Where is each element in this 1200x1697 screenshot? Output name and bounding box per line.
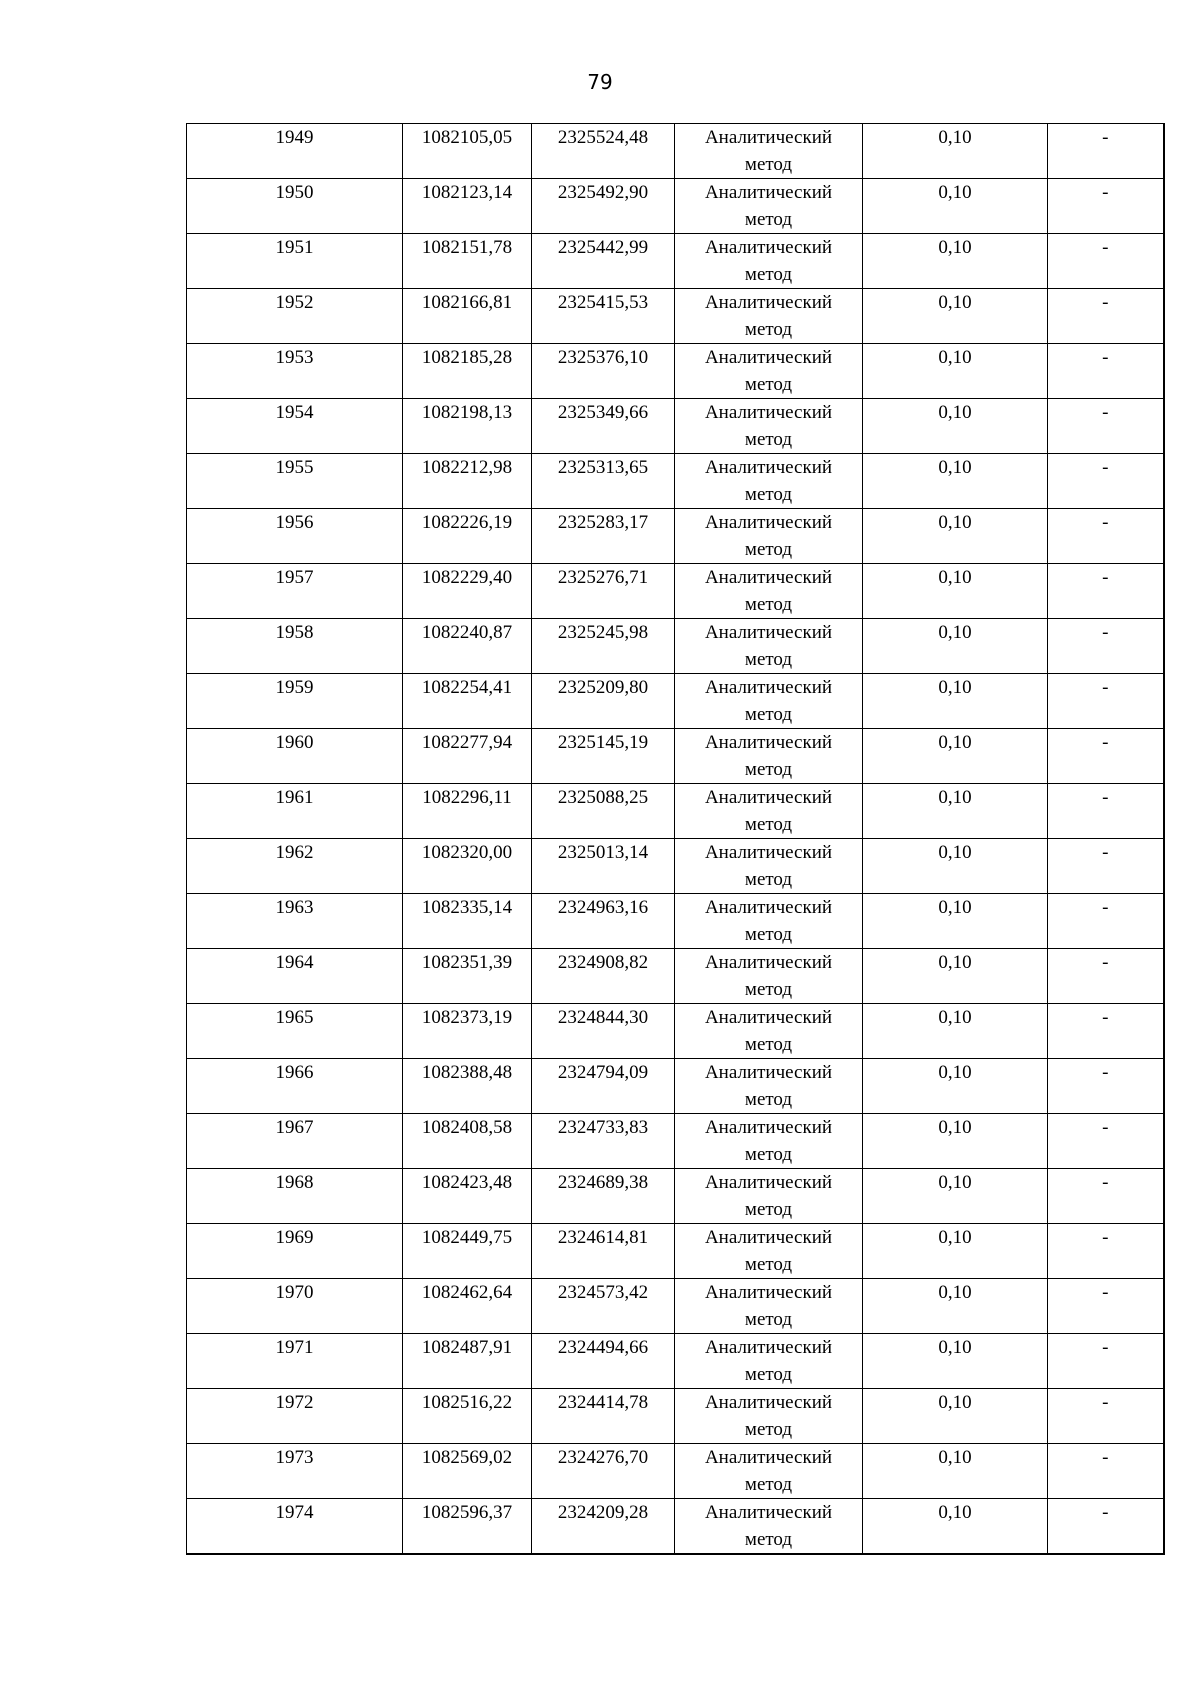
method-cell	[675, 1224, 863, 1279]
point-number-cell: 1966	[187, 1059, 403, 1114]
method-cell	[675, 399, 863, 454]
note-cell: -	[1048, 839, 1164, 894]
method-line-2: метод	[744, 539, 793, 560]
method-line-1: Аналитический	[704, 1117, 833, 1138]
note-cell: -	[1048, 729, 1164, 784]
method-line-1: Аналитический	[704, 127, 833, 148]
method-line-2: метод	[744, 1034, 793, 1055]
accuracy-cell: 0,10	[863, 784, 1048, 839]
method-line-1: Аналитический	[704, 1392, 833, 1413]
table-row	[187, 1169, 1164, 1224]
note-cell: -	[1048, 344, 1164, 399]
table-body	[187, 124, 1164, 1555]
note-cell: -	[1048, 179, 1164, 234]
accuracy-cell: 0,10	[863, 619, 1048, 674]
accuracy-cell: 0,10	[863, 1499, 1048, 1555]
method-line-2: метод	[744, 759, 793, 780]
x-coordinate-cell: 1082516,22	[403, 1389, 532, 1444]
method-line-1: Аналитический	[704, 567, 833, 588]
y-coordinate-cell: 2324733,83	[532, 1114, 675, 1169]
method-line-2: метод	[744, 1309, 793, 1330]
method-cell	[675, 894, 863, 949]
y-coordinate-cell: 2324689,38	[532, 1169, 675, 1224]
table-row	[187, 564, 1164, 619]
point-number-cell: 1970	[187, 1279, 403, 1334]
method-cell	[675, 1499, 863, 1555]
point-number-cell: 1961	[187, 784, 403, 839]
x-coordinate-cell: 1082123,14	[403, 179, 532, 234]
method-line-2: метод	[744, 209, 793, 230]
method-cell	[675, 1169, 863, 1224]
accuracy-cell: 0,10	[863, 289, 1048, 344]
method-line-1: Аналитический	[704, 512, 833, 533]
note-cell: -	[1048, 1334, 1164, 1389]
table-row	[187, 124, 1164, 179]
accuracy-cell: 0,10	[863, 234, 1048, 289]
y-coordinate-cell: 2325283,17	[532, 509, 675, 564]
method-line-2: метод	[744, 869, 793, 890]
note-cell: -	[1048, 674, 1164, 729]
accuracy-cell: 0,10	[863, 564, 1048, 619]
point-number-cell: 1955	[187, 454, 403, 509]
point-number-cell: 1958	[187, 619, 403, 674]
point-number-cell: 1950	[187, 179, 403, 234]
table-row	[187, 344, 1164, 399]
accuracy-cell: 0,10	[863, 454, 1048, 509]
method-line-1: Аналитический	[704, 292, 833, 313]
note-cell: -	[1048, 454, 1164, 509]
method-cell	[675, 1334, 863, 1389]
y-coordinate-cell: 2325442,99	[532, 234, 675, 289]
point-number-cell: 1962	[187, 839, 403, 894]
y-coordinate-cell: 2324614,81	[532, 1224, 675, 1279]
page-number: 79	[587, 70, 613, 94]
y-coordinate-cell: 2325524,48	[532, 124, 675, 179]
method-cell	[675, 1389, 863, 1444]
y-coordinate-cell: 2324276,70	[532, 1444, 675, 1499]
method-line-1: Аналитический	[704, 732, 833, 753]
method-line-2: метод	[744, 594, 793, 615]
point-number-cell: 1964	[187, 949, 403, 1004]
x-coordinate-cell: 1082596,37	[403, 1499, 532, 1555]
accuracy-cell: 0,10	[863, 1169, 1048, 1224]
method-line-2: метод	[744, 1144, 793, 1165]
point-number-cell: 1971	[187, 1334, 403, 1389]
accuracy-cell: 0,10	[863, 399, 1048, 454]
method-cell	[675, 674, 863, 729]
accuracy-cell: 0,10	[863, 839, 1048, 894]
y-coordinate-cell: 2325088,25	[532, 784, 675, 839]
point-number-cell: 1957	[187, 564, 403, 619]
x-coordinate-cell: 1082166,81	[403, 289, 532, 344]
table-row	[187, 1444, 1164, 1499]
x-coordinate-cell: 1082277,94	[403, 729, 532, 784]
y-coordinate-cell: 2325349,66	[532, 399, 675, 454]
method-cell	[675, 619, 863, 674]
method-line-1: Аналитический	[704, 347, 833, 368]
method-line-1: Аналитический	[704, 1062, 833, 1083]
point-number-cell: 1959	[187, 674, 403, 729]
x-coordinate-cell: 1082240,87	[403, 619, 532, 674]
point-number-cell: 1963	[187, 894, 403, 949]
method-line-2: метод	[744, 814, 793, 835]
note-cell: -	[1048, 399, 1164, 454]
table-row	[187, 839, 1164, 894]
point-number-cell: 1953	[187, 344, 403, 399]
note-cell: -	[1048, 509, 1164, 564]
x-coordinate-cell: 1082105,05	[403, 124, 532, 179]
x-coordinate-cell: 1082388,48	[403, 1059, 532, 1114]
x-coordinate-cell: 1082449,75	[403, 1224, 532, 1279]
table-row	[187, 399, 1164, 454]
method-line-1: Аналитический	[704, 1502, 833, 1523]
x-coordinate-cell: 1082408,58	[403, 1114, 532, 1169]
y-coordinate-cell: 2324844,30	[532, 1004, 675, 1059]
x-coordinate-cell: 1082462,64	[403, 1279, 532, 1334]
method-cell	[675, 784, 863, 839]
note-cell: -	[1048, 1059, 1164, 1114]
y-coordinate-cell: 2325013,14	[532, 839, 675, 894]
accuracy-cell: 0,10	[863, 509, 1048, 564]
y-coordinate-cell: 2324908,82	[532, 949, 675, 1004]
method-line-1: Аналитический	[704, 457, 833, 478]
method-cell	[675, 344, 863, 399]
method-cell	[675, 839, 863, 894]
accuracy-cell: 0,10	[863, 1279, 1048, 1334]
method-line-2: метод	[744, 264, 793, 285]
table-row	[187, 1499, 1164, 1555]
method-line-1: Аналитический	[704, 622, 833, 643]
method-line-2: метод	[744, 1199, 793, 1220]
y-coordinate-cell: 2325313,65	[532, 454, 675, 509]
table-row	[187, 454, 1164, 509]
y-coordinate-cell: 2325245,98	[532, 619, 675, 674]
method-line-1: Аналитический	[704, 182, 833, 203]
accuracy-cell: 0,10	[863, 1114, 1048, 1169]
method-line-1: Аналитический	[704, 842, 833, 863]
method-line-2: метод	[744, 1474, 793, 1495]
point-number-cell: 1951	[187, 234, 403, 289]
method-line-2: метод	[744, 429, 793, 450]
accuracy-cell: 0,10	[863, 1059, 1048, 1114]
y-coordinate-cell: 2324414,78	[532, 1389, 675, 1444]
table-row	[187, 179, 1164, 234]
y-coordinate-cell: 2325415,53	[532, 289, 675, 344]
x-coordinate-cell: 1082320,00	[403, 839, 532, 894]
method-line-2: метод	[744, 1419, 793, 1440]
table-row	[187, 509, 1164, 564]
x-coordinate-cell: 1082296,11	[403, 784, 532, 839]
table-row	[187, 234, 1164, 289]
x-coordinate-cell: 1082254,41	[403, 674, 532, 729]
y-coordinate-cell: 2324963,16	[532, 894, 675, 949]
x-coordinate-cell: 1082423,48	[403, 1169, 532, 1224]
x-coordinate-cell: 1082351,39	[403, 949, 532, 1004]
point-number-cell: 1960	[187, 729, 403, 784]
x-coordinate-cell: 1082569,02	[403, 1444, 532, 1499]
note-cell: -	[1048, 564, 1164, 619]
accuracy-cell: 0,10	[863, 949, 1048, 1004]
accuracy-cell: 0,10	[863, 344, 1048, 399]
method-line-1: Аналитический	[704, 1447, 833, 1468]
method-line-1: Аналитический	[704, 897, 833, 918]
accuracy-cell: 0,10	[863, 179, 1048, 234]
accuracy-cell: 0,10	[863, 1224, 1048, 1279]
method-cell	[675, 234, 863, 289]
note-cell: -	[1048, 1499, 1164, 1555]
note-cell: -	[1048, 1389, 1164, 1444]
table-row	[187, 1059, 1164, 1114]
y-coordinate-cell: 2324494,66	[532, 1334, 675, 1389]
x-coordinate-cell: 1082185,28	[403, 344, 532, 399]
method-line-2: метод	[744, 924, 793, 945]
table-row	[187, 894, 1164, 949]
x-coordinate-cell: 1082198,13	[403, 399, 532, 454]
note-cell: -	[1048, 1004, 1164, 1059]
note-cell: -	[1048, 949, 1164, 1004]
point-number-cell: 1954	[187, 399, 403, 454]
table-row	[187, 1334, 1164, 1389]
table-row	[187, 289, 1164, 344]
note-cell: -	[1048, 619, 1164, 674]
method-cell	[675, 1279, 863, 1334]
method-line-1: Аналитический	[704, 1227, 833, 1248]
method-line-2: метод	[744, 1364, 793, 1385]
note-cell: -	[1048, 1114, 1164, 1169]
y-coordinate-cell: 2324794,09	[532, 1059, 675, 1114]
method-line-1: Аналитический	[704, 1007, 833, 1028]
note-cell: -	[1048, 1169, 1164, 1224]
table-row	[187, 1004, 1164, 1059]
note-cell: -	[1048, 124, 1164, 179]
note-cell: -	[1048, 1224, 1164, 1279]
method-cell	[675, 1444, 863, 1499]
point-number-cell: 1974	[187, 1499, 403, 1555]
table-row	[187, 784, 1164, 839]
x-coordinate-cell: 1082212,98	[403, 454, 532, 509]
note-cell: -	[1048, 1444, 1164, 1499]
method-line-2: метод	[744, 154, 793, 175]
method-line-2: метод	[744, 1529, 793, 1550]
method-line-1: Аналитический	[704, 787, 833, 808]
method-line-1: Аналитический	[704, 402, 833, 423]
point-number-cell: 1968	[187, 1169, 403, 1224]
y-coordinate-cell: 2325209,80	[532, 674, 675, 729]
table-row	[187, 949, 1164, 1004]
y-coordinate-cell: 2325276,71	[532, 564, 675, 619]
point-number-cell: 1965	[187, 1004, 403, 1059]
method-cell	[675, 454, 863, 509]
point-number-cell: 1967	[187, 1114, 403, 1169]
point-number-cell: 1973	[187, 1444, 403, 1499]
x-coordinate-cell: 1082335,14	[403, 894, 532, 949]
method-cell	[675, 949, 863, 1004]
x-coordinate-cell: 1082487,91	[403, 1334, 532, 1389]
y-coordinate-cell: 2324209,28	[532, 1499, 675, 1555]
method-cell	[675, 564, 863, 619]
method-cell	[675, 1059, 863, 1114]
x-coordinate-cell: 1082373,19	[403, 1004, 532, 1059]
accuracy-cell: 0,10	[863, 1004, 1048, 1059]
method-line-1: Аналитический	[704, 1282, 833, 1303]
point-number-cell: 1956	[187, 509, 403, 564]
note-cell: -	[1048, 234, 1164, 289]
method-line-2: метод	[744, 374, 793, 395]
method-line-2: метод	[744, 319, 793, 340]
x-coordinate-cell: 1082226,19	[403, 509, 532, 564]
x-coordinate-cell: 1082229,40	[403, 564, 532, 619]
point-number-cell: 1969	[187, 1224, 403, 1279]
method-line-2: метод	[744, 1254, 793, 1275]
y-coordinate-cell: 2325376,10	[532, 344, 675, 399]
method-cell	[675, 1004, 863, 1059]
table-row	[187, 1389, 1164, 1444]
table-row	[187, 1279, 1164, 1334]
method-cell	[675, 289, 863, 344]
note-cell: -	[1048, 784, 1164, 839]
method-cell	[675, 729, 863, 784]
table-row	[187, 619, 1164, 674]
point-number-cell: 1949	[187, 124, 403, 179]
accuracy-cell: 0,10	[863, 894, 1048, 949]
note-cell: -	[1048, 289, 1164, 344]
y-coordinate-cell: 2325145,19	[532, 729, 675, 784]
coordinates-table	[186, 123, 1165, 1555]
point-number-cell: 1972	[187, 1389, 403, 1444]
accuracy-cell: 0,10	[863, 674, 1048, 729]
accuracy-cell: 0,10	[863, 729, 1048, 784]
method-line-2: метод	[744, 979, 793, 1000]
method-cell	[675, 179, 863, 234]
y-coordinate-cell: 2324573,42	[532, 1279, 675, 1334]
note-cell: -	[1048, 1279, 1164, 1334]
x-coordinate-cell: 1082151,78	[403, 234, 532, 289]
table-row	[187, 1114, 1164, 1169]
method-line-1: Аналитический	[704, 952, 833, 973]
accuracy-cell: 0,10	[863, 1334, 1048, 1389]
accuracy-cell: 0,10	[863, 1444, 1048, 1499]
method-cell	[675, 1114, 863, 1169]
point-number-cell: 1952	[187, 289, 403, 344]
note-cell: -	[1048, 894, 1164, 949]
method-line-2: метод	[744, 704, 793, 725]
method-line-2: метод	[744, 484, 793, 505]
table-row	[187, 674, 1164, 729]
method-line-1: Аналитический	[704, 237, 833, 258]
method-cell	[675, 509, 863, 564]
y-coordinate-cell: 2325492,90	[532, 179, 675, 234]
accuracy-cell: 0,10	[863, 1389, 1048, 1444]
method-cell	[675, 124, 863, 179]
table-row	[187, 1224, 1164, 1279]
table-row	[187, 729, 1164, 784]
method-line-1: Аналитический	[704, 1337, 833, 1358]
method-line-2: метод	[744, 649, 793, 670]
accuracy-cell: 0,10	[863, 124, 1048, 179]
method-line-2: метод	[744, 1089, 793, 1110]
method-line-1: Аналитический	[704, 677, 833, 698]
method-line-1: Аналитический	[704, 1172, 833, 1193]
